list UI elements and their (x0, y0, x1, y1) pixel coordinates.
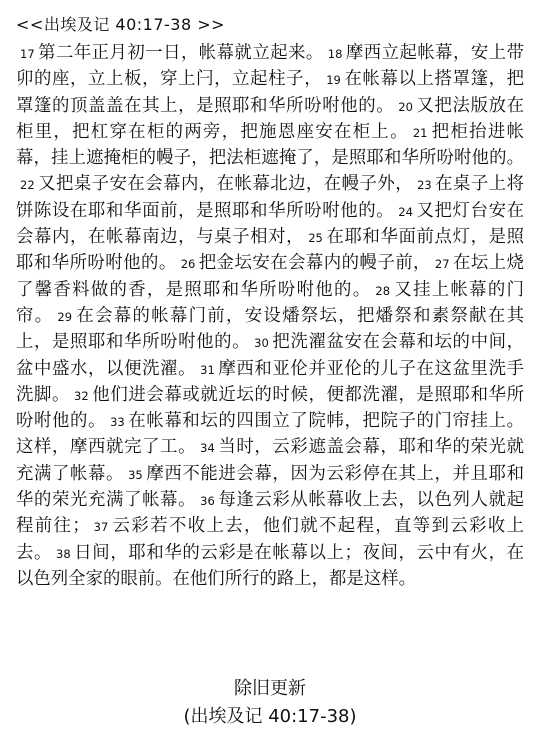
verse-text: 又挂上帐幕的门帘。 (16, 279, 524, 326)
verse (16, 543, 524, 589)
verse-text: 他们进会幕或就近坛的时候，便都洗濯，是照耶和华所吩咐他的。 (16, 384, 524, 432)
verse-text: 在帐幕以上搭罩篷，把罩篷的顶盖盖在其上，是照耶和华所吩咐他的。 (16, 69, 524, 116)
verse-text: 又把桌子安在会幕内，在帐幕北边，在幔子外， (37, 174, 414, 195)
verse-text: 在桌子上将饼陈设在耶和华面前，是照耶和华所吩咐他的。 (16, 174, 524, 221)
verse-number: 30 (254, 336, 269, 351)
verse-number: 20 (398, 99, 413, 114)
verse-text: 在坛上烧了馨香料做的香，是照耶和华所吩咐他的。 (16, 253, 524, 300)
verse-number: 19 (326, 73, 341, 88)
verse-number: 17 (20, 47, 35, 61)
verse-number: 25 (308, 231, 323, 246)
verse-text: 把金坛安在会幕内的幔子前， (198, 253, 431, 274)
verse-text: 又把法版放在柜里，把杠穿在柜的两旁，把施恩座安在柜上。 (16, 95, 524, 142)
scripture-passage (16, 40, 524, 592)
verse-text: 当时，云彩遮盖会幕，耶和华的荣光就充满了帐幕。 (16, 437, 524, 484)
verse-text: 又把灯台安在会幕内，在帐幕南边，与桌子相对， (16, 200, 524, 248)
verse-number: 35 (128, 467, 143, 482)
verse-number: 37 (93, 520, 109, 535)
verse-number: 21 (412, 125, 428, 140)
verse-number: 23 (417, 178, 432, 193)
verse-number: 34 (200, 441, 215, 456)
verse-text: 在耶和华面前点灯，是照耶和华所吩咐他的。 (16, 227, 524, 274)
verse-number: 27 (434, 257, 450, 272)
verse-number: 28 (375, 283, 391, 298)
passage-reference-header: <<出埃及记 40:17-38 >> (16, 15, 226, 34)
verse (16, 43, 324, 63)
verse-number: 33 (110, 415, 125, 430)
verse-text: 把洗濯盆安在会幕和坛的中间，盆中盛水，以便洗濯。 (16, 332, 524, 379)
verse-text: 每逢云彩从帐幕收上去，以色列人就起程前往； (16, 490, 524, 537)
verse-text: 把柜抬进帐幕，挂上遮掩柜的幔子，把法柜遮掩了，是照耶和华所吩咐他的。 (16, 121, 524, 169)
verse (16, 174, 413, 194)
verse (177, 253, 431, 273)
verse-number: 32 (74, 388, 89, 403)
verse-text: 摩西不能进会幕，因为云彩停在其上，并且耶和华的荣光充满了帐幕。 (16, 463, 524, 511)
verse-number: 24 (398, 204, 413, 219)
verse-number: 31 (200, 362, 215, 377)
verse-number: 36 (200, 494, 215, 509)
verse-text: 摩西立起帐幕，安上带卯的座，立上板，穿上闩，立起柱子， (16, 43, 524, 90)
verse-text: 摩西和亚伦并亚伦的儿子在这盆里洗手洗脚。 (16, 358, 524, 405)
verse-text: 日间，耶和华的云彩是在帐幕以上；夜间，云中有火，在以色列全家的眼前。在他们所行的路上，都是这样。 (16, 542, 524, 589)
verse-text: 在帐幕和坛的四围立了院帏，把院子的门帘挂上。这样，摩西就完了工。 (16, 411, 524, 458)
verse-number: 22 (20, 178, 35, 193)
verse-text: 云彩若不收上去，他们就不起程，直等到云彩收上去。 (16, 516, 524, 563)
verse-number: 38 (56, 546, 71, 561)
verse-number: 18 (327, 47, 343, 61)
verse-text: 在会幕的帐幕门前，安设燔祭坛，把燔祭和素祭献在其上，是照耶和华所吩咐他的。 (16, 305, 524, 353)
verse-number: 26 (180, 257, 196, 272)
section-reference: (出埃及记 40:17-38) (183, 706, 357, 727)
verse-number: 29 (57, 309, 73, 324)
section-title: 除旧更新 (234, 678, 306, 699)
verse-text: 第二年正月初一日，帐幕就立起来。 (37, 43, 324, 63)
